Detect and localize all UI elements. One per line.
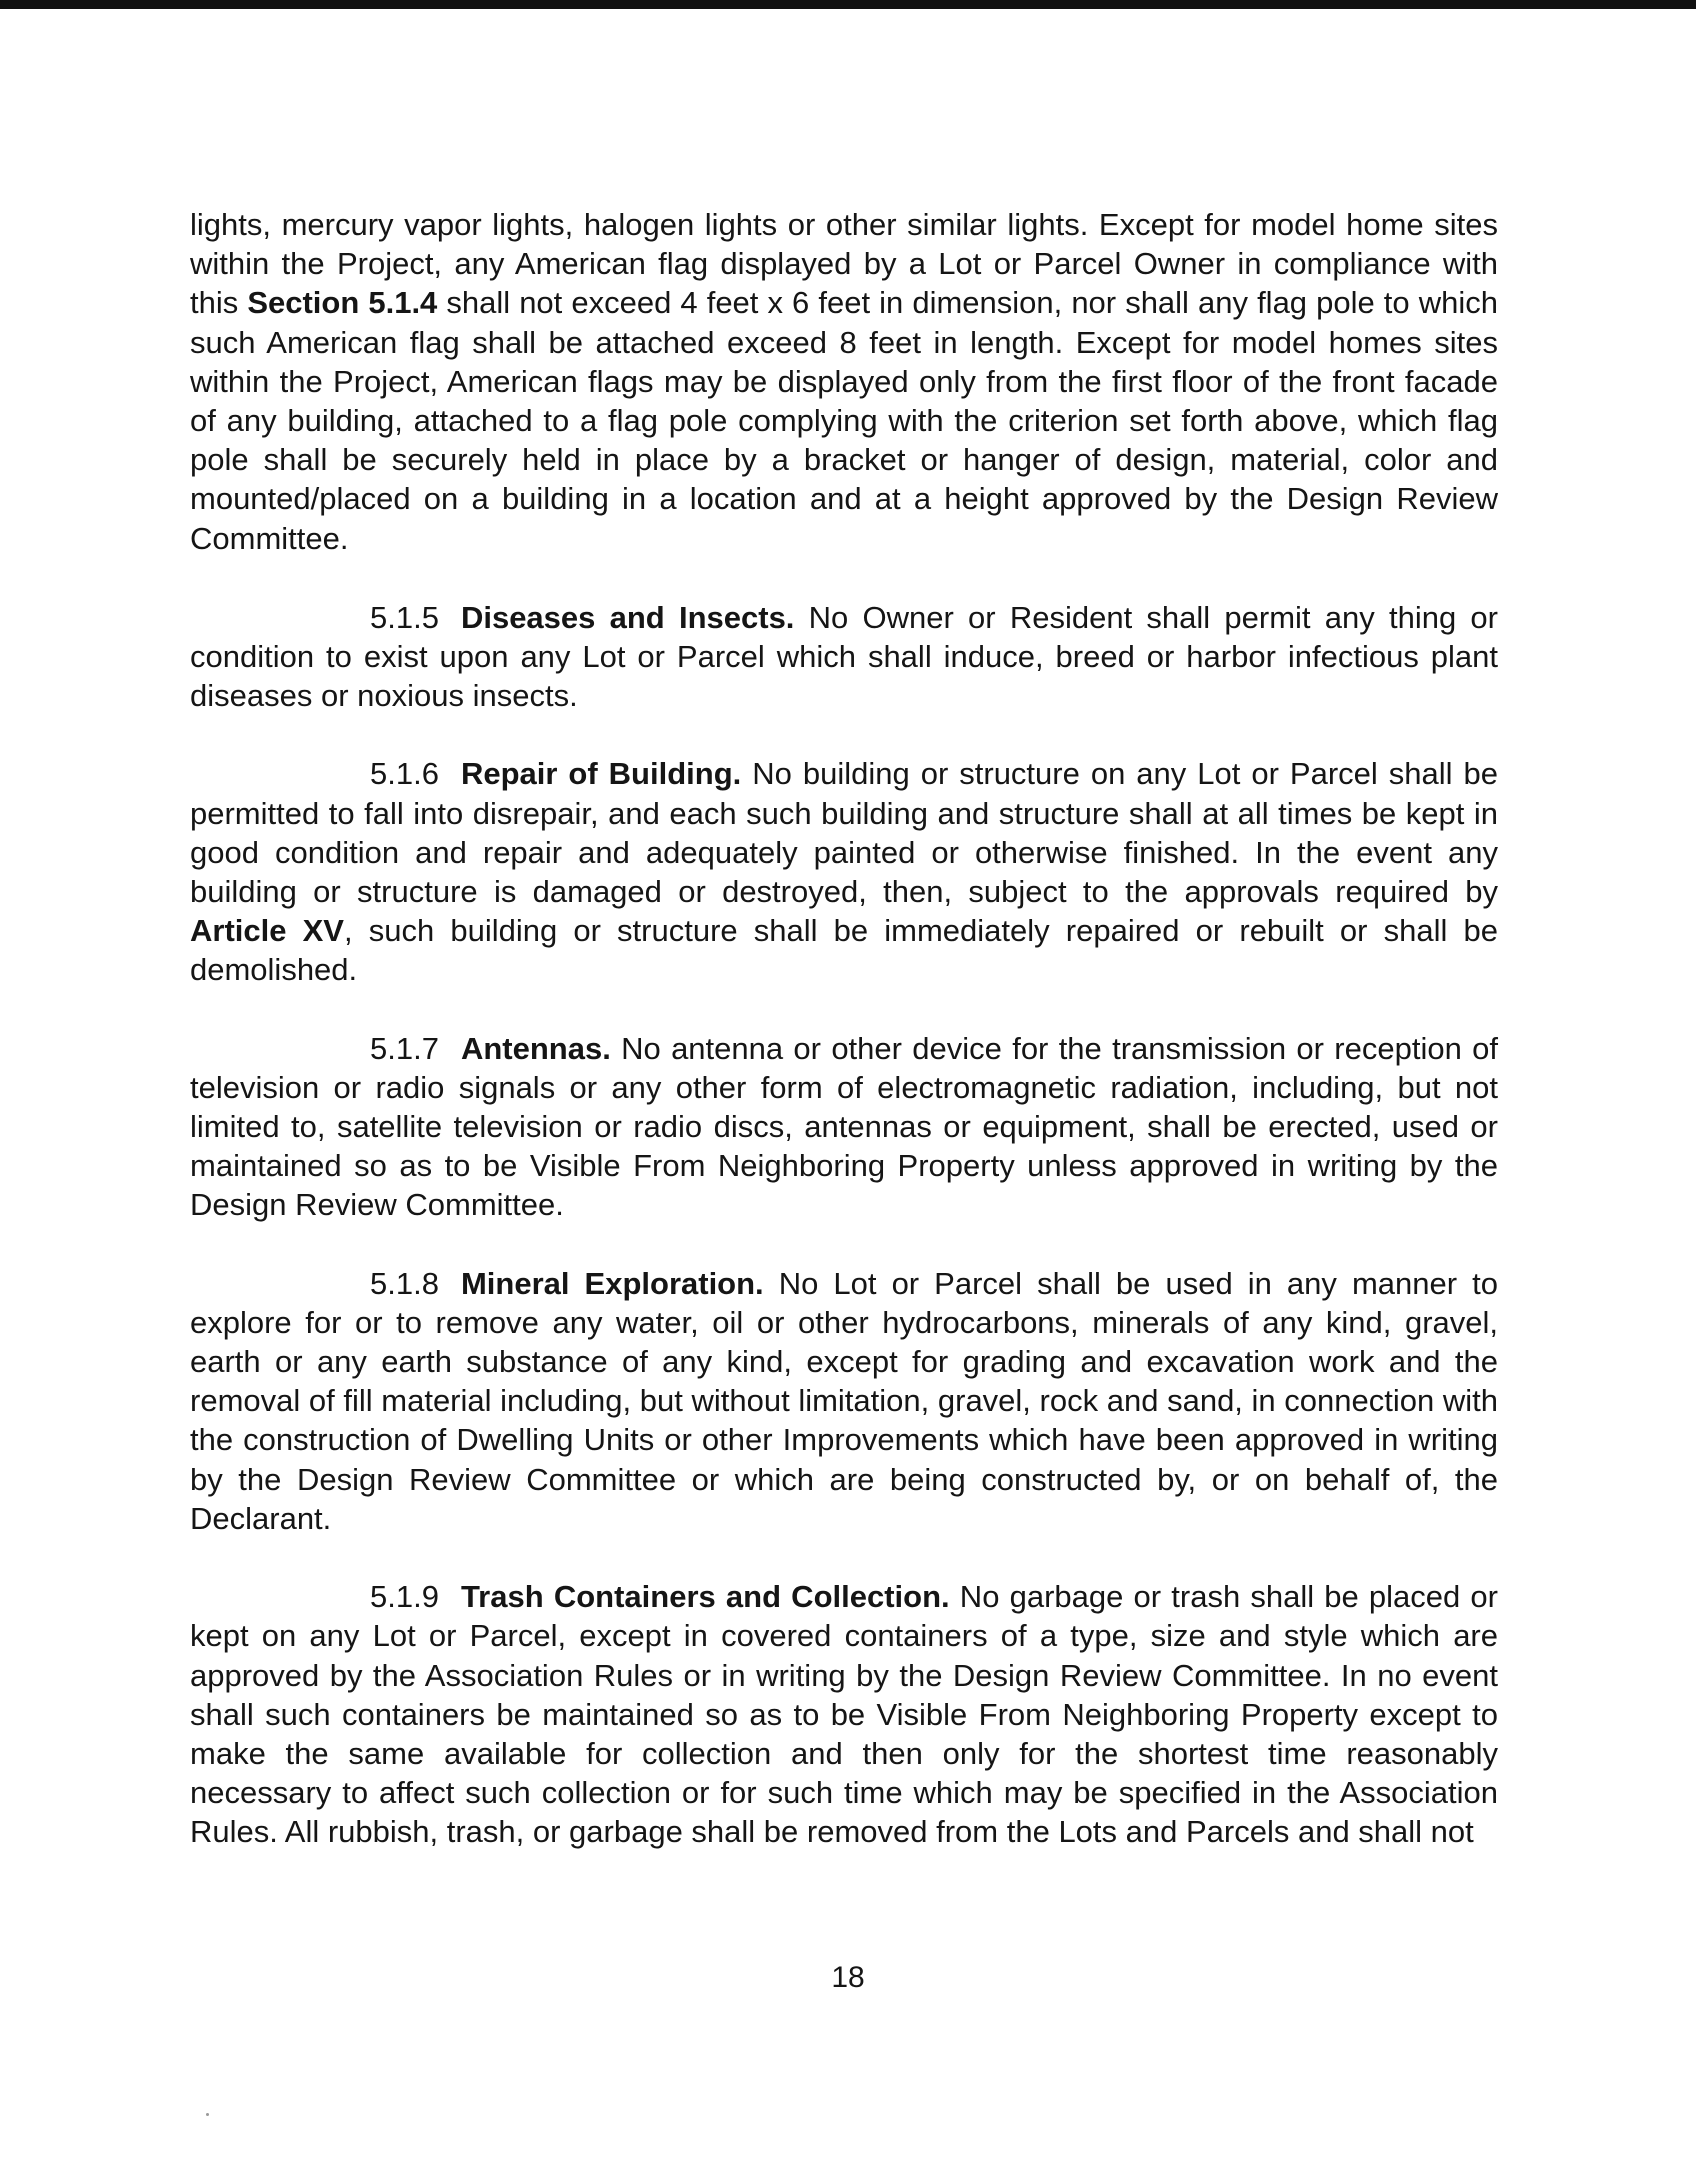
section-number: 5.1.5 [370,599,439,635]
section-title: Antennas. [460,1030,611,1066]
section-number: 5.1.6 [370,756,439,792]
section-text-start: No building or structure on any Lot or Parcel shall be permitted to fall into disrepair, and each such building and structure shall at all times be kept in good condition and repair and adequately painted or otherwise finished. In the event any building or structure is damaged or destroyed, then, subject to the approvals required by [190,756,1498,910]
section-title: Diseases and Insects. [460,599,795,635]
section-text: No antenna or other device for the transmission or reception of television or radio signals or any other form of electromagnetic radiation, including, but not limited to, satellite television or radio discs, antennas or equipment, shall be erected, used or maintained so as to be Visible From Neighboring Property unless approved in writing by the Design Review Committee. [190,1030,1498,1223]
section-number: 5.1.7 [370,1030,439,1066]
section-number: 5.1.9 [370,1579,439,1615]
section-5-1-5 [190,598,1498,716]
section-text-end: , such building or structure shall be immediately repaired or rebuilt or shall be demolished. [190,913,1499,988]
continued-paragraph-text-end: shall not exceed 4 feet x 6 feet in dimension, nor shall any flag pole to which such American flag shall be attached exceed 8 feet in length. Except for model homes sites within the Project, American flags may be displayed only from the first floor of the front facade of any building, attached to a flag pole complying with the criterion set forth above, which flag pole shall be securely held in place by a bracket or hanger of design, material, color and mounted/placed on a building in a location and at a height approved by the Design Review Committee. [190,285,1498,556]
section-5-1-9 [190,1577,1498,1851]
section-text: No Owner or Resident shall permit any thing or condition to exist upon any Lot or Parcel which shall induce, breed or harbor infectious plant diseases or noxious insects. [190,599,1498,714]
section-title: Mineral Exploration. [460,1265,764,1301]
page-number: 18 [831,1961,865,1994]
section-5-1-7 [190,1029,1498,1225]
section-text: No Lot or Parcel shall be used in any manner to explore for or to remove any water, oil or other hydrocarbons, minerals of any kind, gravel, earth or any earth substance of any kind, except for grading and excavation work and the removal of fill material including, but without limitation, gravel, rock and sand, in connection with the construction of Dwelling Units or other Improvements which have been approved in writing by the Design Review Committee or which are being constructed by, or on behalf of, the Declarant. [190,1265,1498,1536]
section-title: Trash Containers and Collection. [460,1579,950,1615]
continued-paragraph-text-start: lights, mercury vapor lights, halogen lights or other similar lights. Except for model home sites within the Project, any American flag displayed by a Lot or Parcel Owner in compliance with this [190,207,1498,321]
section-5-1-8 [190,1264,1498,1538]
section-reference: Section 5.1.4 [247,285,438,321]
continued-paragraph [190,205,1498,558]
scan-top-border [0,0,1696,9]
section-title: Repair of Building. [460,756,742,792]
document-body [190,205,1498,1891]
scan-speck [206,2113,209,2116]
section-text: No garbage or trash shall be placed or kept on any Lot or Parcel, except in covered containers of a type, size and style which are approved by the Association Rules or in writing by the Design Review Committee. In no event shall such containers be maintained so as to be Visible From Neighboring Property except to make the same available for collection and then only for the shortest time reasonably necessary to affect such collection or for such time which may be specified in the Association Rules. All rubbish, trash, or garbage shall be removed from the Lots and Parcels and shall not [190,1579,1498,1850]
section-number: 5.1.8 [370,1265,439,1301]
article-reference: Article XV [190,913,344,949]
section-5-1-6 [190,754,1498,989]
